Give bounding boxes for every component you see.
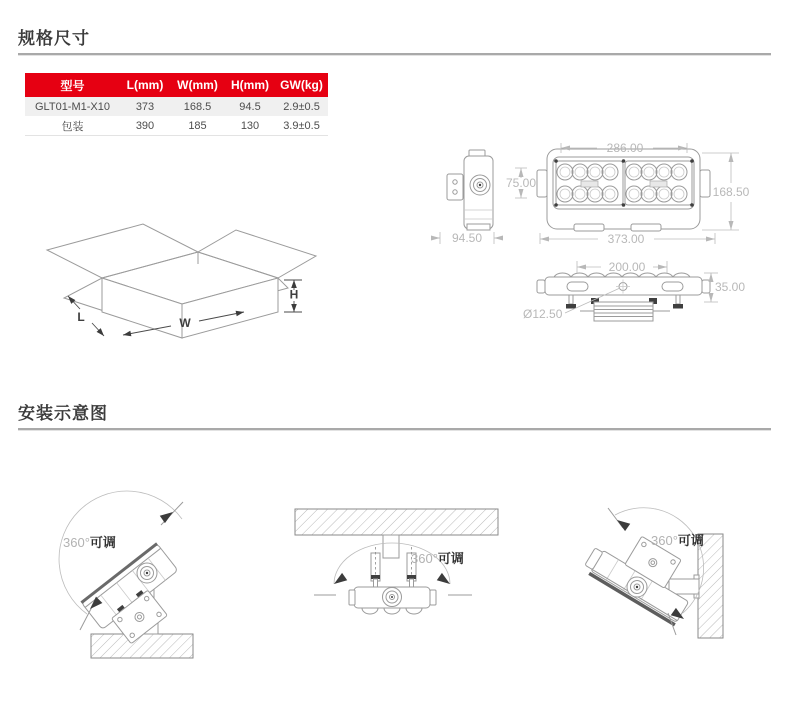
dim-front-width: 286.00 (606, 141, 644, 155)
col-header-grossweight: GW(kg) (275, 73, 328, 97)
dim-bracket-depth: 35.00 (715, 280, 746, 294)
ceiling-surface (295, 509, 498, 535)
spec-table (25, 73, 328, 136)
carton-height-label: H (289, 287, 299, 302)
rotation-degrees: 360° (63, 535, 90, 550)
cell-model: 包装 (25, 116, 120, 136)
pivot-knob (627, 577, 647, 597)
pivot-knob (137, 563, 157, 583)
rotation-adjustable: 可调 (89, 535, 116, 550)
install-diagram-pedestal (35, 485, 255, 685)
rotation-label (63, 535, 116, 550)
wall-surface (698, 534, 723, 638)
col-header-model: 型号 (25, 73, 120, 97)
side-view (447, 150, 493, 230)
cell-width: 185 (170, 116, 225, 136)
spec-section-title: 规格尺寸 (18, 29, 90, 48)
cell-width: 168.5 (170, 97, 225, 116)
table-row-product (25, 97, 328, 116)
dim-total-width: 373.00 (607, 232, 645, 246)
col-header-height: H(mm) (225, 73, 275, 97)
col-header-width: W(mm) (170, 73, 225, 97)
ground-surface (91, 634, 193, 658)
module-label-plate (581, 181, 598, 187)
dim-mount-spacing: 200.00 (608, 260, 646, 274)
cell-model: GLT01-M1-X10 (25, 97, 120, 116)
module-label-plate (650, 181, 667, 187)
col-header-length: L(mm) (120, 73, 170, 97)
cell-grossweight: 3.9±0.5 (275, 116, 328, 136)
rotation-degrees: 360° (411, 551, 438, 566)
rotation-label (651, 533, 704, 548)
rotation-adjustable: 可调 (677, 533, 704, 548)
carton-width-label: W (179, 316, 191, 330)
cell-length: 373 (120, 97, 170, 116)
product-views-drawing (430, 140, 789, 340)
front-view (537, 149, 710, 231)
install-section-divider (18, 428, 771, 431)
dim-side-depth: 94.50 (451, 231, 483, 245)
install-section-title: 安装示意图 (18, 404, 108, 423)
rotation-adjustable: 可调 (437, 551, 464, 566)
side-view-dimension (431, 231, 503, 245)
dim-led-height: 75.00 (505, 176, 537, 190)
cell-grossweight: 2.9±0.5 (275, 97, 328, 116)
cell-height: 130 (225, 116, 275, 136)
pivot-knob (383, 588, 402, 607)
dim-hole-diameter: Ø12.50 (523, 307, 563, 321)
rotation-degrees: 360° (651, 533, 678, 548)
spec-table-header-row (25, 73, 328, 97)
install-diagram-wall (575, 485, 785, 685)
spec-section-divider (18, 53, 771, 56)
install-diagram-ceiling (290, 487, 525, 687)
table-row-package (25, 116, 328, 136)
cell-length: 390 (120, 116, 170, 136)
cell-height: 94.5 (225, 97, 275, 116)
rotation-label (411, 551, 464, 566)
carton-box-drawing (30, 180, 330, 350)
dim-total-height: 168.50 (712, 185, 750, 199)
bottom-view (537, 273, 710, 321)
carton-length-label: L (77, 310, 85, 324)
